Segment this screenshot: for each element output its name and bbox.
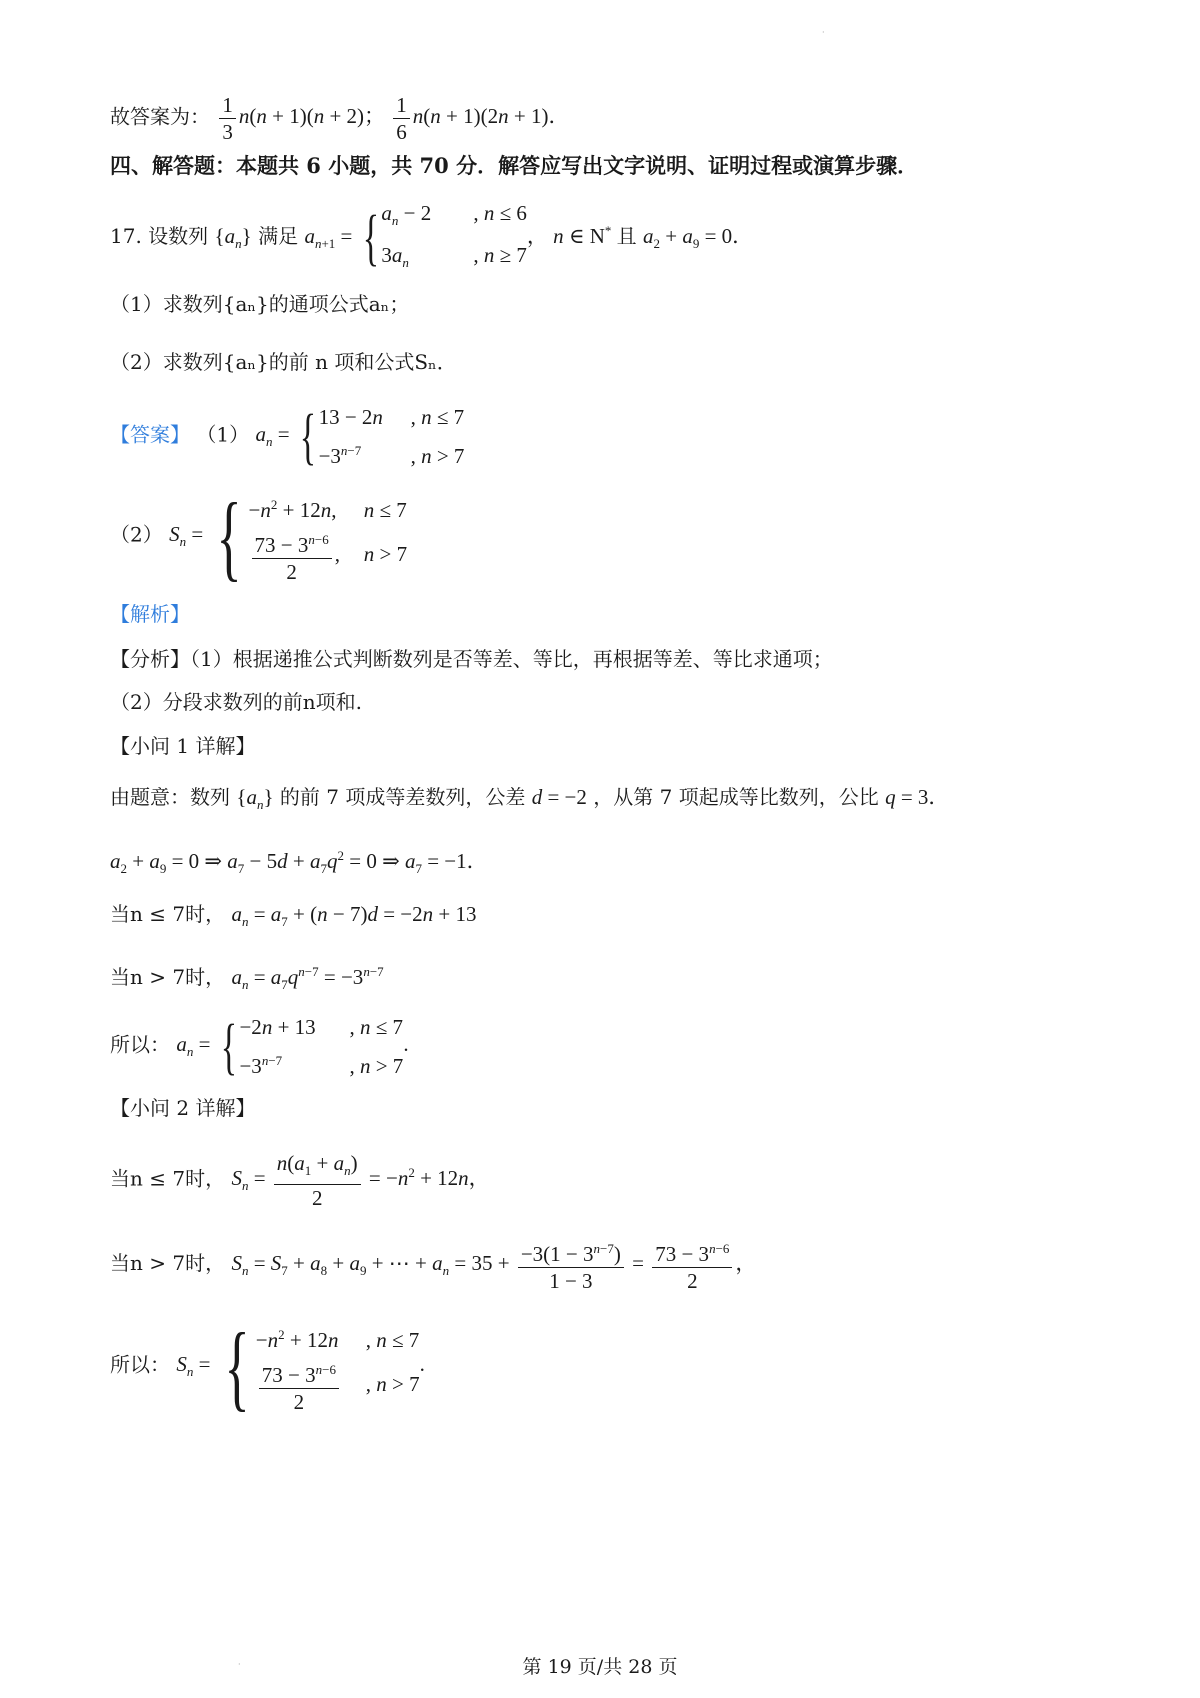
fenxi-line-1: [110, 645, 833, 673]
problem-text: 设数列: [148, 224, 209, 248]
answer-1-formula: $a_n$ = { 13 − 2n , n ≤ 7 $-3^{n-7}$ , n > 7: [255, 402, 465, 471]
problem-condition: 且: [616, 224, 637, 248]
detail-1-equation: $a_2 + a_9 = 0$ ⇒ $a_7 - 5d + a_7q^2 = 0$ ⇒ $a_7 = -1$．: [110, 848, 488, 877]
detail-2-when-le7: 当n ≤ 7时，: [110, 1166, 226, 1191]
answer-part-2: [110, 482, 408, 590]
answer-tag: 【答案】: [110, 422, 190, 447]
recurrence-formula: $a_{n+1}$ = { $a_n - 2$ , n ≤ 6 $3a_n$ , n ≥ 7 ， n ∈ N*: [304, 201, 612, 273]
answer-part-1: [110, 400, 464, 473]
section-heading: 四、解答题：本题共 6 小题，共 70 分．解答应写出文字说明、证明过程或演算步骤．: [110, 153, 919, 178]
detail-1-heading: 【小问 1 详解】: [110, 734, 256, 758]
problem-17-statement: [110, 196, 753, 280]
detail-1-conclusion: 所以： $a_n$ = { −2n + 13 , n ≤ 7 $-3^{n-7}$ , n > 7 .: [110, 1012, 409, 1081]
detail-1-when-gt7: 当n > 7时，: [110, 965, 226, 989]
detail-2-when-gt7: 当n > 7时，: [110, 1250, 226, 1275]
answer-recap-formula: $\frac{1}{3}$ n(n + 1)(n + 2)； $\frac{1}{6}$ n(n + 1)(2n + 1)．: [216, 104, 569, 128]
fenxi-tag: 【分析】: [110, 647, 190, 671]
detail-2-case-gt7: 当n > 7时， $S_n = S_7 + a_8 + a_9$ + ⋯ + $a_n = 35$ + $\frac{-3(1 - 3^{n-7})}{1 - 3}$ = $\frac{73 - 3^{n-6}}{2}$ ，: [110, 1236, 756, 1294]
detail-1-text-c: ，从第 7 项起成等比数列，公比: [593, 785, 879, 809]
problem-satisfy: 满足: [258, 224, 299, 248]
answer-part2-label: （2）: [110, 522, 163, 547]
detail-1-so: 所以：: [110, 1032, 170, 1057]
detail-1-case-gt7: 当n > 7时， $a_n = a_7q^{n-7} = -3^{n-7}$: [110, 964, 384, 993]
detail-1-text-a: 由题意：数列: [110, 785, 230, 809]
detail-2-conclusion: 所以： $S_n$ = { $-n^2 + 12n$ , n ≤ 7 $\frac{73 - 3^{n-6}}{2}$ , n > 7 .: [110, 1312, 425, 1420]
answer-2-formula: $S_n$ = { $-n^2 + 12n$, n ≤ 7 $\frac{73 - 3^{n-6}}{2}$ , n > 7: [169, 482, 408, 590]
sequence-symbol: $\{a_n\}$: [214, 224, 252, 252]
detail-1-when-le7: 当n ≤ 7时，: [110, 902, 226, 926]
page-footer: 第 19 页/共 28 页: [522, 1656, 678, 1678]
fenxi-text-1: （1）根据递推公式判断数列是否等差、等比，再根据等差、等比求通项；: [190, 647, 833, 671]
problem-number: 17.: [110, 224, 142, 248]
condition-formula: $a_2 + a_9 = 0$．: [643, 224, 754, 252]
detail-2-case-le7: 当n ≤ 7时， $S_n$ = $\frac{n(a_1 + a_n)}{2}$ = $-n^2 + 12n$，: [110, 1151, 490, 1211]
detail-2-so: 所以：: [110, 1352, 170, 1377]
detail-1-case-le7: 当n ≤ 7时， $a_n = a_7 + (n - 7)d = -2n + 13$: [110, 902, 477, 930]
detail-1-line-1: 由题意：数列 $\{a_n\}$ 的前 7 项成等差数列，公差 d = −2 ，从第 7 项起成等比数列，公比 q = 3．: [110, 785, 950, 813]
question-2: （2）求数列{aₙ}的前 n 项和公式Sₙ．: [110, 350, 457, 374]
fenxi-line-2: （2）分段求数列的前n项和.: [110, 690, 362, 714]
detail-2-heading: 【小问 2 详解】: [110, 1096, 256, 1120]
analysis-tag: 【解析】: [110, 602, 190, 626]
detail-1-text-b: 的前 7 项成等差数列，公差: [279, 785, 526, 809]
answer-recap-line: [110, 92, 569, 145]
answer-recap-label: 故答案为：: [110, 104, 210, 129]
scan-speck: ·: [822, 28, 825, 37]
scan-speck: ·: [238, 1660, 241, 1669]
question-1: （1）求数列{aₙ}的通项公式aₙ；: [110, 292, 410, 316]
answer-part1-label: （1）: [196, 422, 250, 447]
